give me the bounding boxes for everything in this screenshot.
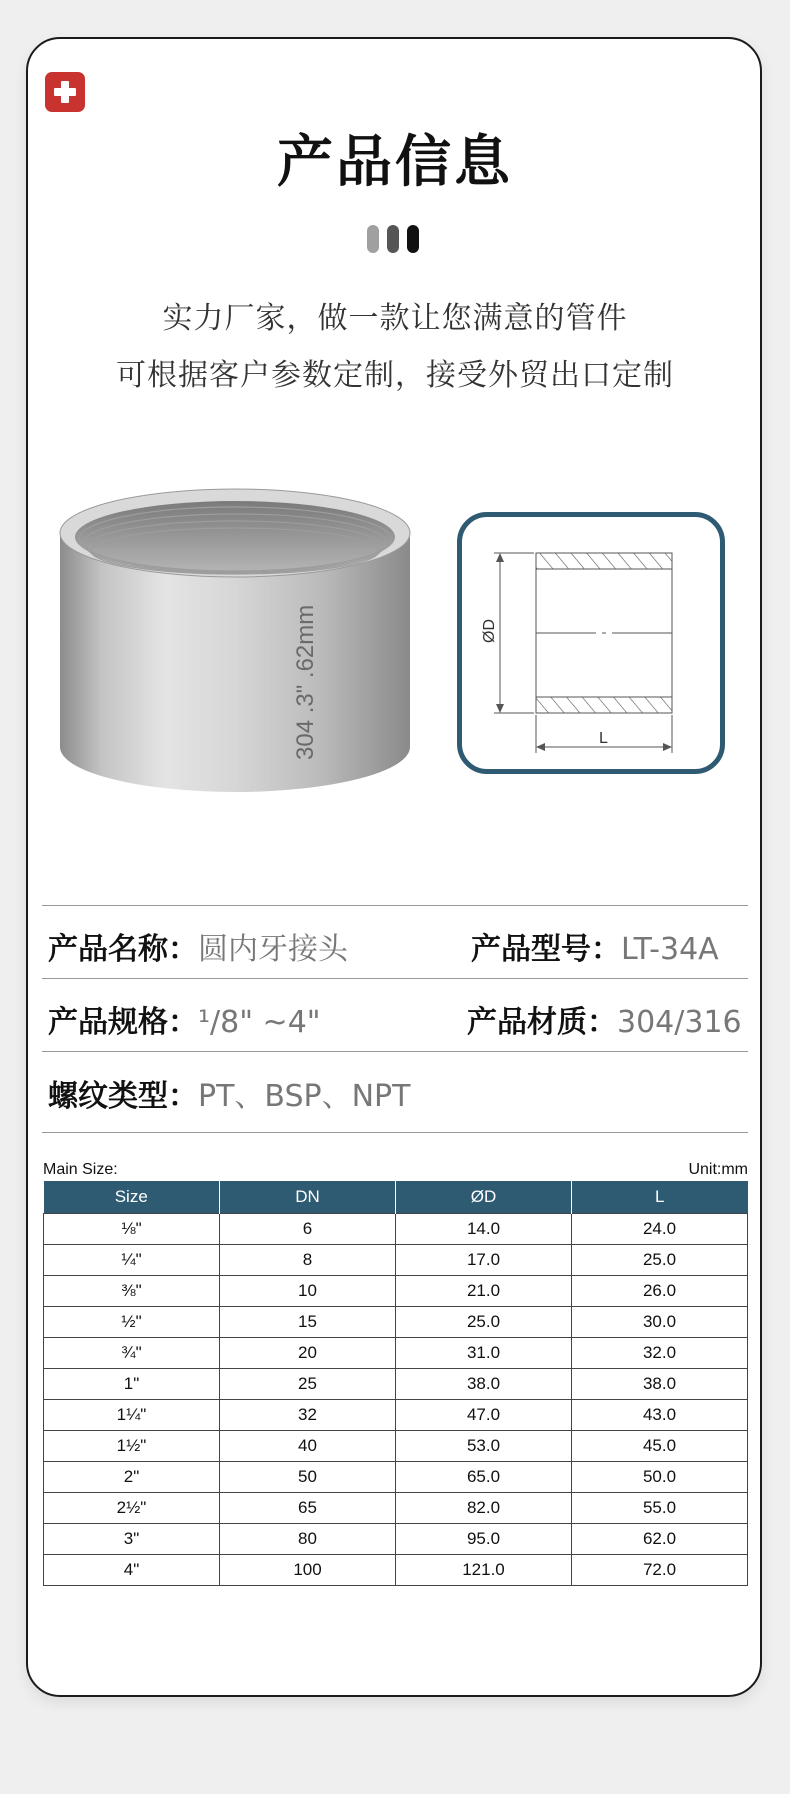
cell: 121.0 xyxy=(396,1555,572,1586)
cell: 26.0 xyxy=(572,1276,748,1307)
spec-material: 产品材质：304/316 xyxy=(467,1005,742,1040)
cell: 6 xyxy=(220,1214,396,1245)
cell: 1¼" xyxy=(44,1400,220,1431)
divider xyxy=(42,1132,748,1133)
divider xyxy=(42,905,748,906)
table-row xyxy=(44,1555,748,1586)
cell: 4" xyxy=(44,1555,220,1586)
cell: 100 xyxy=(220,1555,396,1586)
cell: 65 xyxy=(220,1493,396,1524)
table-row xyxy=(44,1524,748,1555)
cell: 3" xyxy=(44,1524,220,1555)
cell: 38.0 xyxy=(572,1369,748,1400)
product-photo xyxy=(55,485,415,800)
cell: 25 xyxy=(220,1369,396,1400)
col-header-diameter: ØD xyxy=(396,1181,572,1214)
cell: 47.0 xyxy=(396,1400,572,1431)
cell: 82.0 xyxy=(396,1493,572,1524)
plus-icon xyxy=(45,72,85,112)
cell: ½" xyxy=(44,1307,220,1338)
product-engraving: 304 .3" .62mm xyxy=(292,604,319,760)
cell: 30.0 xyxy=(572,1307,748,1338)
cell: 31.0 xyxy=(396,1338,572,1369)
col-header-length: L xyxy=(572,1181,748,1214)
spec-thread: 螺纹类型：PT、BSP、NPT xyxy=(48,1079,411,1114)
table-row xyxy=(44,1369,748,1400)
cell: 65.0 xyxy=(396,1462,572,1493)
cell: 15 xyxy=(220,1307,396,1338)
table-row xyxy=(44,1214,748,1245)
table-row xyxy=(44,1462,748,1493)
cell: 17.0 xyxy=(396,1245,572,1276)
cell: 62.0 xyxy=(572,1524,748,1555)
cell: 80 xyxy=(220,1524,396,1555)
cell: 21.0 xyxy=(396,1276,572,1307)
cell: 72.0 xyxy=(572,1555,748,1586)
cell: 50.0 xyxy=(572,1462,748,1493)
table-row xyxy=(44,1493,748,1524)
cell: 43.0 xyxy=(572,1400,748,1431)
divider xyxy=(42,1051,748,1052)
table-row xyxy=(44,1307,748,1338)
cell: 10 xyxy=(220,1276,396,1307)
cell: ¼" xyxy=(44,1245,220,1276)
cell: 1" xyxy=(44,1369,220,1400)
technical-diagram xyxy=(457,512,725,774)
cell: 32 xyxy=(220,1400,396,1431)
cell: 1½" xyxy=(44,1431,220,1462)
col-header-dn: DN xyxy=(220,1181,396,1214)
table-row xyxy=(44,1245,748,1276)
cell: 25.0 xyxy=(572,1245,748,1276)
cell: 55.0 xyxy=(572,1493,748,1524)
pill-light xyxy=(367,225,379,253)
subtitle-line-2: 可根据客户参数定制，接受外贸出口定制 xyxy=(116,358,674,393)
cell: ⅜" xyxy=(44,1276,220,1307)
pill-dark xyxy=(407,225,419,253)
diameter-label: ØD xyxy=(481,619,498,643)
cell: 32.0 xyxy=(572,1338,748,1369)
spec-size: 产品规格：¹/8" ~4" xyxy=(48,1005,321,1040)
length-label: L xyxy=(599,730,608,747)
cell: 95.0 xyxy=(396,1524,572,1555)
cell: ¾" xyxy=(44,1338,220,1369)
cell: 20 xyxy=(220,1338,396,1369)
cell: 8 xyxy=(220,1245,396,1276)
cell: ⅛" xyxy=(44,1214,220,1245)
pill-mid xyxy=(387,225,399,253)
cell: 40 xyxy=(220,1431,396,1462)
divider xyxy=(42,978,748,979)
table-row xyxy=(44,1276,748,1307)
size-table xyxy=(43,1181,748,1586)
cell: 14.0 xyxy=(396,1214,572,1245)
col-header-size: Size xyxy=(44,1181,220,1214)
cell: 2" xyxy=(44,1462,220,1493)
spec-name: 产品名称：圆内牙接头 xyxy=(48,932,348,967)
subtitle-line-1: 实力厂家，做一款让您满意的管件 xyxy=(162,301,628,336)
table-caption-right: Unit:mm xyxy=(688,1161,748,1178)
cell: 45.0 xyxy=(572,1431,748,1462)
spec-model: 产品型号：LT-34A xyxy=(471,932,719,967)
cell: 2½" xyxy=(44,1493,220,1524)
cell: 25.0 xyxy=(396,1307,572,1338)
cell: 38.0 xyxy=(396,1369,572,1400)
table-row xyxy=(44,1400,748,1431)
page-title: 产品信息 xyxy=(277,130,513,195)
cell: 50 xyxy=(220,1462,396,1493)
table-row xyxy=(44,1338,748,1369)
cell: 53.0 xyxy=(396,1431,572,1462)
table-row xyxy=(44,1431,748,1462)
table-header-row xyxy=(44,1181,748,1214)
cell: 24.0 xyxy=(572,1214,748,1245)
table-caption-left: Main Size: xyxy=(43,1161,118,1178)
